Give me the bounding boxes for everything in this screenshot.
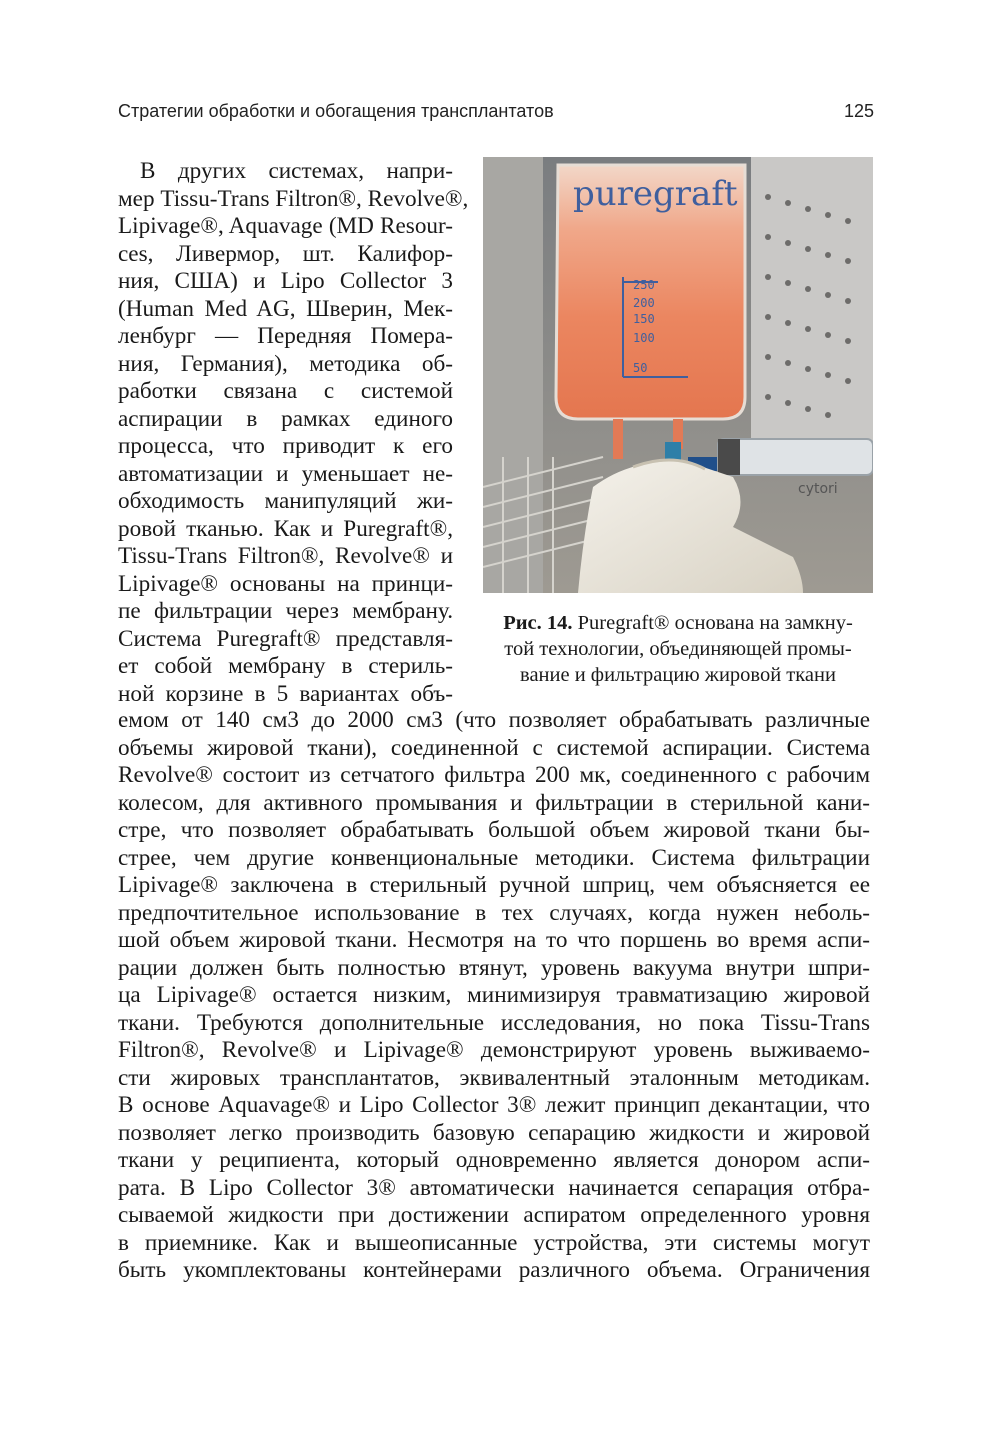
- text-line: Tissu-Trans Filtron®, Revolve® и: [118, 543, 453, 569]
- text-line: процесса, что приводит к его: [118, 433, 453, 459]
- running-header-title: Стратегии обработки и обогащения трансплантатов: [118, 101, 554, 121]
- caption-label: Рис. 14.: [503, 612, 573, 634]
- text-line: ца Lipivage® остается низким, минимизируя травматизацию жировой: [118, 982, 870, 1008]
- bag-scale-150: 150: [633, 312, 655, 326]
- text-line: Lipivage® основаны на принци-: [118, 570, 453, 597]
- text-line: Revolve® состоит из сетчатого фильтра 200 мк, соединенного с рабочим: [118, 762, 870, 788]
- figure-caption: [483, 610, 873, 688]
- text-line: обходимость манипуляций жи-: [118, 488, 453, 514]
- text-line: В других системах, напри-: [140, 158, 453, 184]
- text-line: сываемой жидкости при достижении аспиратом определенного уровня: [118, 1202, 870, 1228]
- caption-line-2: той технологии, объединяющей промы-: [504, 638, 852, 660]
- text-line: стрее, чем другие конвенциональные методики. Система фильтрации: [118, 844, 870, 871]
- text-line: ces, Ливермор, шт. Калифор-: [118, 240, 453, 267]
- text-line: ткани. Требуются дополнительные исследования, но пока Tissu-Trans: [118, 1009, 870, 1036]
- text-line: пе фильтрации через мембрану.: [118, 598, 453, 624]
- text-line: (Human Med AG, Шверин, Мек-: [118, 295, 453, 322]
- running-header: [118, 101, 874, 131]
- bag-logo-text: puregraft: [573, 174, 738, 214]
- bag-scale-50: 50: [633, 361, 648, 375]
- text-line: ной корзине в 5 вариантах объ-: [118, 680, 453, 707]
- text-line: Lipivage® заключена в стерильный ручной шприц, чем объясняется ее: [118, 872, 870, 898]
- figure-14-photo: [483, 157, 873, 593]
- text-line: ния, Германия), методика об-: [118, 350, 453, 377]
- text-line: позволяет легко производить базовую сепарацию жидкости и жировой: [118, 1119, 870, 1146]
- text-line: емом от 140 см3 до 2000 см3 (что позволяет обрабатывать различные: [118, 707, 870, 733]
- text-line: автоматизации и уменьшает не-: [118, 460, 453, 487]
- text-line: ленбург — Передняя Помера-: [118, 323, 453, 349]
- text-line: В основе Aquavage® и Lipo Collector 3® лежит принцип декантации, что: [118, 1092, 870, 1118]
- text-line: колесом, для активного промывания и фильтрации в стерильной кани-: [118, 789, 870, 816]
- text-line: рации должен быть полностью втянут, уровень вакуума внутри шпри-: [118, 954, 870, 981]
- puregraft-photo-illustration: [483, 157, 873, 593]
- text-line: ет собой мембрану в стериль-: [118, 653, 453, 679]
- text-line: шой объем жировой ткани. Несмотря на то что поршень во время аспи-: [118, 927, 870, 953]
- bag-scale-100: 100: [633, 331, 655, 345]
- text-line: объемы жировой ткани), соединенной с системой аспирации. Система: [118, 734, 870, 761]
- text-line: Система Puregraft® представля-: [118, 625, 453, 652]
- text-line: ния, США) и Lipo Collector 3: [118, 268, 453, 294]
- bag-scale-200: 200: [633, 296, 655, 310]
- caption-line-1: Puregraft® основана на замкну-: [577, 612, 853, 634]
- text-line: ровой тканью. Как и Puregraft®,: [118, 515, 453, 542]
- page-number: 125: [843, 101, 874, 121]
- text-line: стре, что позволяет обрабатывать большой объем жировой ткани бы-: [118, 817, 870, 843]
- text-line: Filtron®, Revolve® и Lipivage® демонстрируют уровень выживаемо-: [118, 1037, 870, 1063]
- text-line: работки связана с системой: [118, 378, 453, 404]
- text-line: быть укомплектованы контейнерами различного объема. Ограничения: [118, 1257, 870, 1283]
- syringe-brand-text: cytori: [798, 481, 838, 497]
- text-line: предпочтительное использование в тех случаях, когда нужен неболь-: [118, 899, 870, 926]
- text-line: в приемнике. Как и вышеописанные устройства, эти системы могут: [118, 1229, 870, 1256]
- text-line: ткани у реципиента, который одновременно является донором аспи-: [118, 1147, 870, 1173]
- bag-scale-250: 250: [633, 278, 655, 292]
- caption-line-3: вание и фильтрацию жировой ткани: [520, 664, 836, 686]
- text-line: аспирации в рамках единого: [118, 405, 453, 432]
- text-line: Lipivage®, Aquavage (MD Resour-: [118, 213, 453, 239]
- text-line: мер Tissu-Trans Filtron®, Revolve®,: [118, 185, 469, 212]
- text-line: сти жировых трансплантатов, эквивалентный эталонным методикам.: [118, 1064, 870, 1091]
- text-line: рата. В Lipo Collector 3® автоматически начинается сепарация отбра-: [118, 1174, 870, 1201]
